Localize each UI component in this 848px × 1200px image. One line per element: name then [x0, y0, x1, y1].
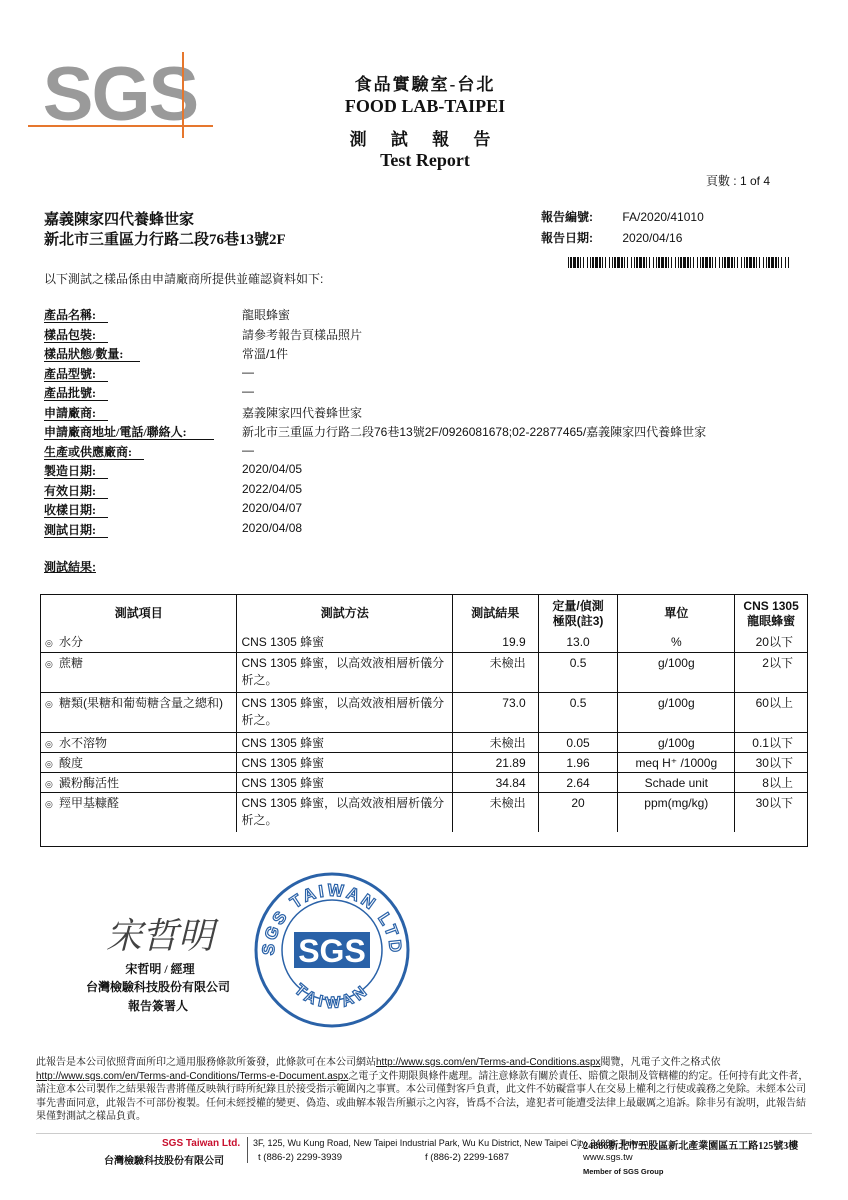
footer-member-note: Member of SGS Group [583, 1167, 664, 1176]
test-item-text: 蔗糖 [59, 656, 84, 670]
sample-info-value: — [242, 384, 254, 398]
cell-test-result: 未檢出 [452, 653, 538, 692]
report-number-label: 報告編號: [541, 210, 593, 224]
cell-test-result: 34.84 [452, 773, 538, 792]
signer-role: 報告簽署人 [127, 999, 188, 1013]
cell-limit: 0.5 [538, 693, 618, 732]
sgs-logo [28, 52, 213, 138]
client-address: 新北市三重區力行路二段76巷13號2F [44, 232, 286, 248]
company-stamp [252, 870, 412, 1030]
cell-test-method: CNS 1305 蜂蜜 [236, 632, 451, 652]
cell-unit: meq H⁺ /1000g [617, 753, 734, 772]
cell-test-result: 73.0 [452, 693, 538, 732]
cell-limit: 0.5 [538, 653, 618, 692]
sample-info-value: 2020/04/05 [242, 462, 303, 476]
label-underline [44, 459, 144, 460]
cell-test-method: CNS 1305 蜂蜜，以高效液相層析儀分析之。 [236, 693, 451, 732]
cell-test-item [41, 773, 236, 792]
report-title-en: Test Report [380, 150, 470, 170]
table-row [41, 732, 807, 752]
label-underline [44, 420, 108, 421]
test-item-text: 糖類(果糖和葡萄糖含量之總和) [59, 696, 223, 710]
cell-cns-spec: 8以上 [734, 773, 807, 792]
lab-name-zh: 食品實驗室-台北 [354, 75, 496, 94]
cell-cns-spec: 30以下 [734, 793, 807, 832]
table-row [41, 752, 807, 772]
test-item-text: 水不溶物 [59, 736, 108, 750]
sample-info-label: 產品型號: [44, 366, 96, 381]
label-underline [44, 439, 214, 440]
label-underline [44, 361, 140, 362]
cell-unit: g/100g [617, 733, 734, 752]
sample-info-label: 樣品狀態/數量: [44, 347, 124, 361]
footer-website[interactable]: www.sgs.tw [583, 1152, 633, 1163]
cell-test-item [41, 793, 236, 832]
cell-limit: 0.05 [538, 733, 618, 752]
cell-limit: 20 [538, 793, 618, 832]
cell-test-item [41, 632, 236, 652]
cell-cns-spec: 60以上 [734, 693, 807, 732]
client-name: 嘉義陳家四代養蜂世家 [44, 212, 195, 228]
test-item-text: 澱粉酶活性 [59, 776, 120, 790]
sample-info-value: 2020/04/08 [242, 520, 303, 535]
table-row [41, 772, 807, 792]
sgs-logo-text: SGS [42, 52, 198, 137]
cell-test-item [41, 753, 236, 772]
table-body [41, 632, 807, 846]
cell-test-result: 21.89 [452, 753, 538, 772]
label-underline [44, 381, 108, 382]
label-underline [44, 342, 108, 343]
table-row [41, 632, 807, 652]
cell-unit: Schade unit [617, 773, 734, 792]
bullet-icon: ◎ [45, 799, 53, 809]
table-row [41, 652, 807, 692]
sample-info-label: 生產或供應廠商: [44, 444, 132, 459]
sample-info-label: 申請廠商: [44, 405, 96, 420]
cell-test-method: CNS 1305 蜂蜜 [236, 773, 451, 792]
disclaimer-part-3: 之電子文件期限與條件處理。請注意條款有關於責任、賠償之限制及管轄權的約定。任何持有此文件者，請注意本公司製作之結果報告書將僅反映執行時所紀錄且於接受指示範圍內之事實。本公司僅對客戶負責，此文件不妨礙當事人在交易上權利之行使或義務之免除。未經本公司事先書面同意，此報告不可部份複製。任何未經授權的變更、偽造、或曲解本報告所顯示之內容，皆爲不合法，違犯者可能遭受法律上最嚴厲之追訴。除非另有說明，此報告結果僅對測試之樣品負責。 [36, 1070, 809, 1122]
sample-info-label: 樣品包裝: [44, 327, 96, 342]
sample-info-value: 2022/04/05 [242, 481, 303, 496]
sample-info-value: 請參考報告頁樣品照片 [242, 327, 363, 342]
header-test-result: 測試結果 [452, 595, 538, 632]
header-unit: 單位 [617, 595, 734, 632]
footer-company-zh: 台灣檢驗科技股份有限公司 [104, 1156, 224, 1167]
footer-address-en: 3F, 125, Wu Kung Road, New Taipei Industrial Park, Wu Ku District, New Taipei City, 24886, Taiwan [253, 1138, 649, 1148]
barcode [568, 257, 790, 268]
report-number-value: FA/2020/41010 [622, 210, 704, 224]
cell-unit: g/100g [617, 653, 734, 692]
stamp-center-text: SGS [298, 933, 366, 969]
svg-text:TAIWAN [291, 981, 373, 1012]
table-row [41, 692, 807, 732]
legal-disclaimer [36, 1056, 812, 1124]
sample-info-value: 常溫/1件 [242, 347, 289, 361]
cell-test-method: CNS 1305 蜂蜜，以高效液相層析儀分析之。 [236, 653, 451, 692]
label-underline [44, 478, 108, 479]
sample-info-value: 嘉義陳家四代養蜂世家 [242, 405, 363, 420]
handwritten-signature [90, 908, 230, 958]
cell-limit: 1.96 [538, 753, 618, 772]
label-underline [44, 400, 108, 401]
footer-fax: f (886-2) 2299-1687 [425, 1152, 509, 1163]
intro-text: 以下測試之樣品係由申請廠商所提供並確認資料如下: [44, 272, 324, 286]
report-date-value: 2020/04/16 [622, 231, 683, 245]
label-underline [44, 498, 108, 499]
cell-test-method: CNS 1305 蜂蜜 [236, 753, 451, 772]
header-limit: 定量/偵測 極限(註3) [538, 595, 618, 632]
cell-limit: 13.0 [538, 632, 618, 652]
cell-test-result: 19.9 [452, 632, 538, 652]
bullet-icon: ◎ [45, 759, 53, 769]
sample-info-label: 收樣日期: [44, 503, 96, 517]
sample-info-label: 申請廠商地址/電話/聯絡人: [44, 425, 187, 439]
bullet-icon: ◎ [45, 699, 53, 709]
report-title-zh: 測 試 報 告 [349, 130, 501, 149]
sample-info-value: — [242, 364, 254, 379]
header-test-method: 測試方法 [236, 595, 451, 632]
cell-unit: ppm(mg/kg) [617, 793, 734, 832]
cell-cns-spec: 20以下 [734, 632, 807, 652]
page-count: 頁數 : 1 of 4 [705, 174, 770, 188]
cell-test-result: 未檢出 [452, 793, 538, 832]
label-underline [44, 537, 108, 538]
report-date [541, 229, 682, 246]
cell-limit: 2.64 [538, 773, 618, 792]
footer-telephone: t (886-2) 2299-3939 [258, 1152, 342, 1163]
stamp-top-text: SGS TAIWAN LTD [258, 880, 406, 957]
label-underline [44, 517, 108, 518]
cell-test-item [41, 693, 236, 732]
results-title: 測試結果: [44, 560, 96, 574]
cell-cns-spec: 30以下 [734, 753, 807, 772]
footer-divider [36, 1133, 812, 1134]
cell-unit: % [617, 632, 734, 652]
cell-test-item [41, 733, 236, 752]
test-item-text: 水分 [59, 635, 84, 649]
footer-company-en: SGS Taiwan Ltd. [162, 1138, 241, 1149]
bullet-icon: ◎ [45, 779, 53, 789]
bullet-icon: ◎ [45, 659, 53, 669]
terms-link[interactable]: http://www.sgs.com/en/Terms-and-Conditions.aspx [376, 1057, 601, 1068]
sample-info-label: 製造日期: [44, 464, 96, 478]
stamp-bottom-text: TAIWAN [290, 981, 374, 1013]
sample-info-value: 2020/04/07 [242, 501, 303, 515]
terms-edocument-link[interactable]: http://www.sgs.com/en/Terms-and-Conditions/Terms-e-Document.aspx [36, 1070, 349, 1082]
table-header-row [41, 595, 807, 632]
sample-info-label: 有效日期: [44, 483, 96, 498]
cell-test-item [41, 653, 236, 692]
test-item-text: 酸度 [59, 756, 84, 770]
sample-info-value: — [242, 442, 254, 457]
disclaimer-part-2: 閱覽，凡電子文件之格式依 [600, 1057, 721, 1068]
lab-name-en: FOOD LAB-TAIPEI [344, 96, 506, 116]
signer-company: 台灣檢驗科技股份有限公司 [85, 980, 230, 994]
signature-script: 宋哲明 [105, 916, 215, 957]
cell-cns-spec: 2以下 [734, 653, 807, 692]
table-bottom-padding [41, 832, 807, 846]
bullet-icon: ◎ [45, 739, 53, 749]
cell-test-method: CNS 1305 蜂蜜，以高效液相層析儀分析之。 [236, 793, 451, 832]
disclaimer-part-1: 此報告是本公司依照背面所印之通用服務條款所簽發，此條款可在本公司網站 [36, 1057, 376, 1068]
sample-info-value: 龍眼蜂蜜 [242, 308, 291, 322]
header-test-item: 測試項目 [114, 606, 163, 620]
header-cns-spec: CNS 1305 龍眼蜂蜜 [734, 595, 807, 632]
sample-info-label: 產品批號: [44, 386, 96, 400]
footer-address-zh: / 24886新北市五股區新北產業園區五工路125號3樓 [578, 1141, 799, 1152]
bullet-icon: ◎ [45, 638, 53, 648]
signer-name: 宋哲明 / 經理 [125, 962, 195, 976]
report-date-label: 報告日期: [541, 231, 593, 245]
cell-test-result: 未檢出 [452, 733, 538, 752]
sample-info-label: 測試日期: [44, 522, 96, 537]
label-underline [44, 322, 108, 323]
results-table [40, 594, 808, 847]
sample-info-label: 產品名稱: [44, 308, 96, 322]
report-number [541, 208, 704, 225]
footer-vertical-divider [247, 1137, 248, 1163]
table-row [41, 792, 807, 832]
cell-test-method: CNS 1305 蜂蜜 [236, 733, 451, 752]
sample-info-value: 新北市三重區力行路二段76巷13號2F/0926081678;02-22877465/嘉義陳家四代養蜂世家 [242, 425, 707, 439]
cell-unit: g/100g [617, 693, 734, 732]
test-item-text: 羥甲基糠醛 [59, 796, 120, 810]
cell-cns-spec: 0.1以下 [734, 733, 807, 752]
